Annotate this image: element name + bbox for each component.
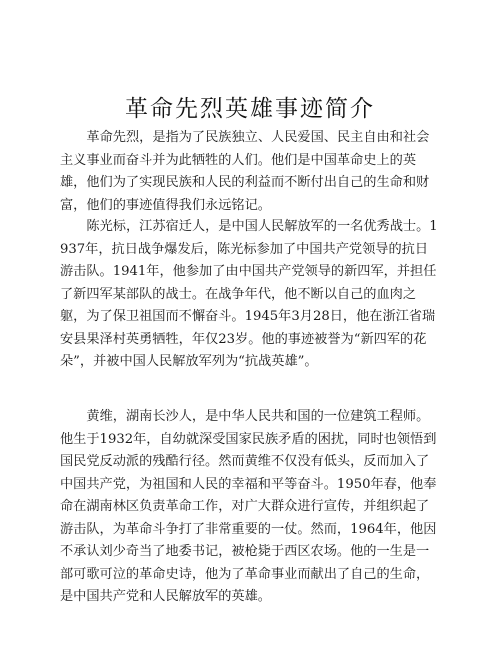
- huang-wei-paragraph: 黄维，湖南长沙人，是中华人民共和国的一位建筑工程师。他生于1932年，自幼就深受国家民族矛盾的困扰，同时也领悟到国民党反动派的残酷行径。然而黄维不仅没有低头，反而加入了中国共产党，为祖国和人民的幸福和平等奋斗。1950年春，他奉命在湖南林区负责革命工作，对广大群众进行宣传，并组织起了游击队，为革命斗争打了非常重要的一仗。然而，1964年，他因不承认刘少奇当了地委书记，被枪毙于西区农场。他的一生是一部可歌可泣的革命史诗，他为了革命事业而献出了自己的生命，是中国共产党和人民解放军的英雄。: [60, 409, 437, 604]
- page-title: 革命先烈英雄事迹简介: [125, 96, 375, 122]
- chen-guangbiao-paragraph: 陈光标，江苏宿迁人，是中国人民解放军的一名优秀战士。1937年，抗日战争爆发后，陈光标参加了中国共产党领导的抗日游击队。1941年，他参加了由中国共产党领导的新四军，并担任了新四军某部队的战士。在战争年代，他不断以自己的血肉之躯，为了保卫祖国而不懈奋斗。1945年3月28日，他在浙江省瑞安县果泽村英勇牺牲，年仅23岁。他的事迹被誉为“新四军的花朵”，并被中国人民解放军列为“抗战英雄”。: [60, 219, 438, 369]
- intro-paragraph: 革命先烈，是指为了民族独立、人民爱国、民主自由和社会主义事业而奋斗并为此牺牲的人们。他们是中国革命史上的英雄，他们为了实现民族和人民的利益而不断付出自己的生命和财富，他们的事迹值得我们永远铭记。: [60, 130, 430, 213]
